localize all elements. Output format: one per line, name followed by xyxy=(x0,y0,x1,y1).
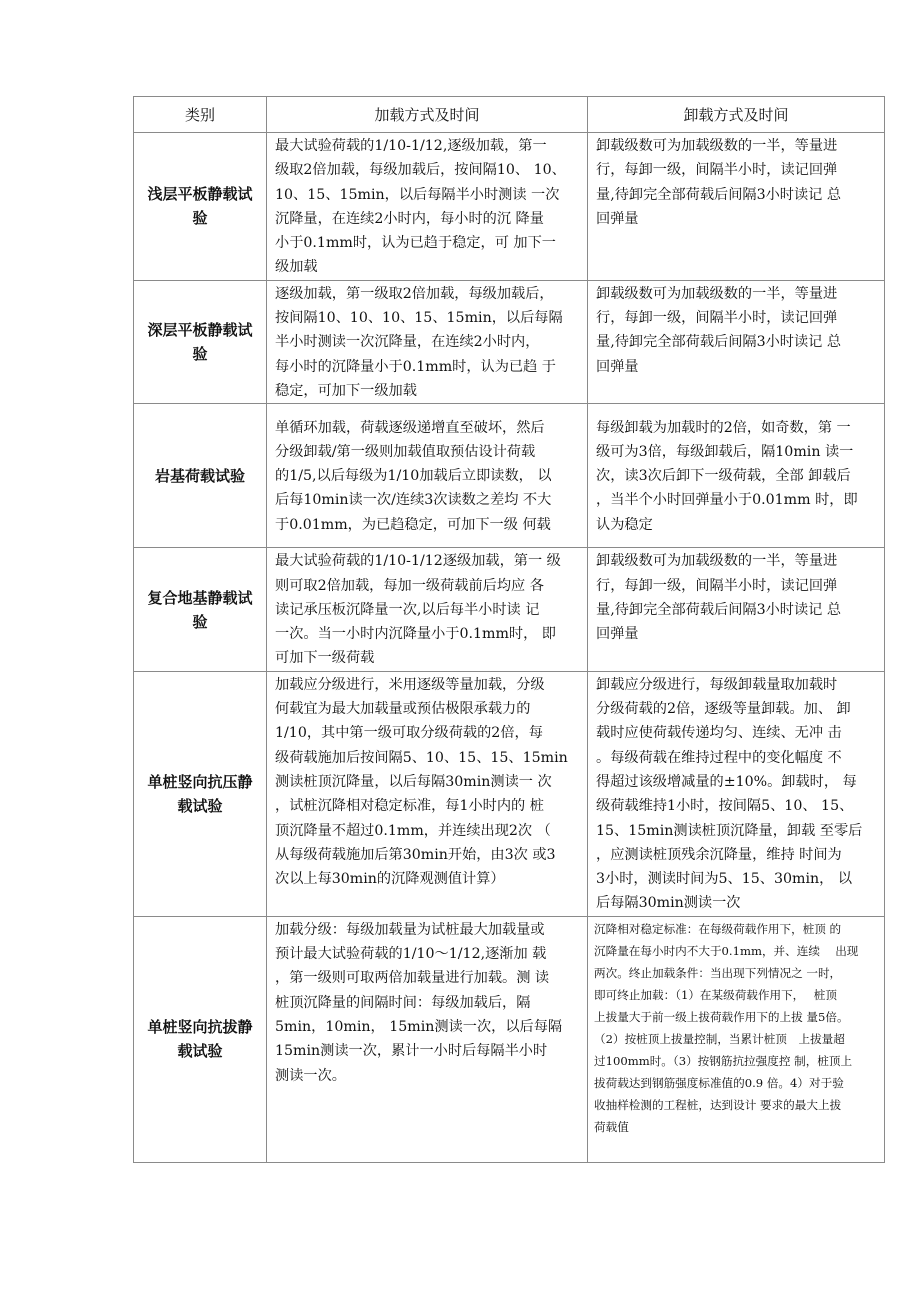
text-line: 行，每卸一级，间隔半小时，读记回弹 xyxy=(596,577,838,594)
unloading-cell xyxy=(588,916,885,1162)
text-line: 深层平板静载试 xyxy=(147,321,253,340)
text-line: 行，每卸一级，间隔半小时，读记回弹 xyxy=(596,162,838,179)
text-line: 最大试验荷载的1/10-1/12逐级加载，第一 级 xyxy=(275,553,561,570)
text-line: 加载应分级进行，米用逐级等量加载，分级 xyxy=(275,676,545,693)
text-line: 单桩竖向抗拔静 xyxy=(147,1018,253,1037)
text-line: 读记承压板沉降量一次,以后每半小时读 记 xyxy=(275,601,540,618)
text-line: 复合地基静载试 xyxy=(147,588,253,607)
text-line: 每级卸载为加载时的2倍，如奇数，第 一 xyxy=(596,419,851,436)
text-line: 小于0.1mm时，认为已趋于稳定，可 加下一 xyxy=(275,235,556,252)
text-line: 卸载级数可为加载级数的一半，等量进 xyxy=(596,285,838,302)
text-line: 1/10，其中第一级可取分级荷载的2倍，每 xyxy=(275,725,543,742)
load-test-table xyxy=(133,96,885,1163)
text-line: 。每级荷载在维持过程中的变化幅度 不 xyxy=(596,749,842,766)
unloading-cell xyxy=(588,280,885,403)
text-line: 量,待卸完全部荷载后间隔3小时读记 总 xyxy=(596,334,842,351)
loading-cell xyxy=(267,916,588,1162)
text-line: 卸载应分级进行，每级卸载量取加载时 xyxy=(596,676,838,693)
text-line: 次以上每30min的沉降观测值计算） xyxy=(275,871,505,888)
text-line: 从每级荷载施加后第30min开始，由3次 或3 xyxy=(275,846,556,863)
header-category: 类别 xyxy=(134,97,267,133)
text-line: 量,待卸完全部荷载后间隔3小时读记 总 xyxy=(596,186,842,203)
category-cell xyxy=(134,916,267,1162)
text-line: 顶沉降量不超过0.1mm，并连续出现2次 （ xyxy=(275,822,551,839)
text-line: （2）按桩顶上拔量控制，当累计桩顶 上拔量超 xyxy=(594,1031,845,1046)
text-line: 卸载级数可为加载级数的一半，等量进 xyxy=(596,553,838,570)
text-line: 回弹量 xyxy=(596,626,639,643)
unloading-cell xyxy=(588,671,885,916)
text-line: ，当半个小时回弹量小于0.01mm 时，即 xyxy=(596,492,858,509)
table-row xyxy=(134,548,885,671)
text-line: 验 xyxy=(192,209,208,228)
text-line: 载时应使荷载传递均匀、连续、无冲 击 xyxy=(596,725,842,742)
text-line: 最大试验荷载的1/10-1/12,逐级加载，第一 xyxy=(275,138,547,154)
loading-cell xyxy=(267,404,588,548)
text-line: 逐级加载，第一级取2倍加载，每级加载后， xyxy=(275,285,554,302)
text-line: 后每10min读一次/连续3次读数之差均 不大 xyxy=(275,492,552,509)
text-line: 单桩竖向抗压静 xyxy=(147,772,253,791)
text-line: 测读桩顶沉降量，以后每隔30min测读一 次 xyxy=(275,773,552,790)
text-line: 5min，10min， 15min测读一次，以后每隔 xyxy=(275,1018,563,1035)
loading-cell xyxy=(267,280,588,403)
unloading-cell xyxy=(588,133,885,281)
loading-cell xyxy=(267,548,588,671)
text-line: 15、15min测读桩顶沉降量，卸载 至零后 xyxy=(596,822,863,839)
text-line: 级荷载施加后按间隔5、10、15、15、15min xyxy=(275,749,568,766)
text-line: 15min测读一次，累计一小时后每隔半小时 xyxy=(275,1043,548,1060)
text-line: 荷载值 xyxy=(594,1119,629,1134)
text-line: 桩顶沉降量的间隔时间：每级加载后，隔 xyxy=(275,994,531,1011)
table-row xyxy=(134,280,885,403)
text-line: 预计最大试验荷载的1/10～1/12,逐渐加 载 xyxy=(275,946,547,963)
text-line: 分级荷载的2倍，逐级等量卸载。加、 卸 xyxy=(596,701,851,718)
text-line: 分级卸载/第一级则加载值取预估设计荷载 xyxy=(275,443,536,460)
text-line: 每小时的沉降量小于0.1mm时，认为已趋 于 xyxy=(275,358,556,375)
text-line: 于0.01mm，为已趋稳定，可加下一级 何载 xyxy=(275,516,551,533)
text-line: 沉降量，在连续2小时内，每小时的沉 降量 xyxy=(275,210,544,227)
text-line: 卸载级数可为加载级数的一半，等量进 xyxy=(596,138,838,154)
text-line: 浅层平板静载试 xyxy=(147,185,253,204)
category-cell xyxy=(134,133,267,281)
header-loading: 加载方式及时间 xyxy=(267,97,588,133)
category-cell xyxy=(134,404,267,548)
text-line: 何载宜为最大加载量或预估极限承载力的 xyxy=(275,701,531,718)
category-cell xyxy=(134,671,267,916)
text-line: 一次。当一小时内沉降量小于0.1mm时， 即 xyxy=(275,626,556,643)
text-line: 稳定，可加下一级加载 xyxy=(275,382,417,399)
text-line: 级加载 xyxy=(275,259,318,276)
text-line: 收抽样检测的工程桩，达到设计 要求的最大上拔 xyxy=(594,1097,842,1112)
text-line: 载试验 xyxy=(177,796,223,815)
text-line: ，试桩沉降相对稳定标准，每1小时内的 桩 xyxy=(275,798,544,815)
text-line: 两次。终止加载条件：当出现下列情况之 一时， xyxy=(594,965,842,980)
loading-cell xyxy=(267,133,588,281)
text-line: 得超过该级增减量的±10%。卸载时， 每 xyxy=(596,773,857,790)
loading-cell xyxy=(267,671,588,916)
text-line: 沉降相对稳定标准：在每级荷载作用下，桩顶 的 xyxy=(594,921,842,936)
text-line: 载试验 xyxy=(177,1042,223,1061)
table-row xyxy=(134,671,885,916)
text-line: 验 xyxy=(192,612,208,631)
text-line: 量,待卸完全部荷载后间隔3小时读记 总 xyxy=(596,601,842,618)
text-line: 后每隔30min测读一次 xyxy=(596,895,741,912)
text-line: 认为稳定 xyxy=(596,516,653,533)
text-line: 过100mm时。（3）按钢筋抗拉强度控 制，桩顶上 xyxy=(594,1053,853,1068)
text-line: 级荷载维持1小时，按间隔5、10、 15、 xyxy=(596,798,854,815)
text-line: 验 xyxy=(192,345,208,364)
text-line: 的1/5,以后每级为1/10加载后立即读数， 以 xyxy=(275,468,552,485)
text-line: 级取2倍加载，每级加载后，按间隔10、 10、 xyxy=(275,162,566,179)
text-line: 岩基荷载试验 xyxy=(154,466,245,485)
text-line: 加载分级：每级加载量为试桩最大加载量或 xyxy=(275,921,545,938)
text-line: 单循环加载，荷载逐级递增直至破坏，然后 xyxy=(275,419,545,436)
text-line: ，应测读桩顶残余沉降量，维持 时间为 xyxy=(596,846,842,863)
unloading-cell xyxy=(588,548,885,671)
text-line: 拔荷载达到钢筋强度标准值的0.9 倍。4）对于验 xyxy=(594,1075,844,1090)
table-row xyxy=(134,404,885,548)
text-line: 即可终止加载：（1）在某级荷载作用下， 桩顶 xyxy=(594,987,837,1002)
category-cell xyxy=(134,280,267,403)
text-line: ，第一级则可取两倍加载量进行加载。测 读 xyxy=(275,970,550,987)
text-line: 10、15、15min，以后每隔半小时测读 一次 xyxy=(275,186,560,203)
text-line: 回弹量 xyxy=(596,210,639,227)
text-line: 回弹量 xyxy=(596,358,639,375)
table-row xyxy=(134,916,885,1162)
text-line: 测读一次。 xyxy=(275,1067,346,1084)
text-line: 3小时，测读时间为5、15、30min， 以 xyxy=(596,871,853,888)
table-header-row xyxy=(134,97,885,133)
text-line: 可加下一级荷载 xyxy=(275,650,375,667)
text-line: 次，读3次后卸下一级荷载，全部 卸载后 xyxy=(596,468,851,485)
header-unloading: 卸载方式及时间 xyxy=(588,97,885,133)
text-line: 行，每卸一级，间隔半小时，读记回弹 xyxy=(596,310,838,327)
unloading-cell xyxy=(588,404,885,548)
text-line: 按间隔10、10、10、15、15min，以后每隔 xyxy=(275,310,563,327)
text-line: 沉降量在每小时内不大于0.1mm，并、连续 出现 xyxy=(594,943,859,958)
text-line: 级可为3倍，每级卸载后，隔10min 读一 xyxy=(596,443,854,460)
text-line: 则可取2倍加载，每加一级荷载前后均应 各 xyxy=(275,577,544,594)
text-line: 半小时测读一次沉降量，在连续2小时内， xyxy=(275,334,540,351)
category-cell xyxy=(134,548,267,671)
text-line: 上拔量大于前一级上拔荷载作用下的上拔 量5倍。 xyxy=(594,1009,849,1024)
table-row xyxy=(134,133,885,281)
